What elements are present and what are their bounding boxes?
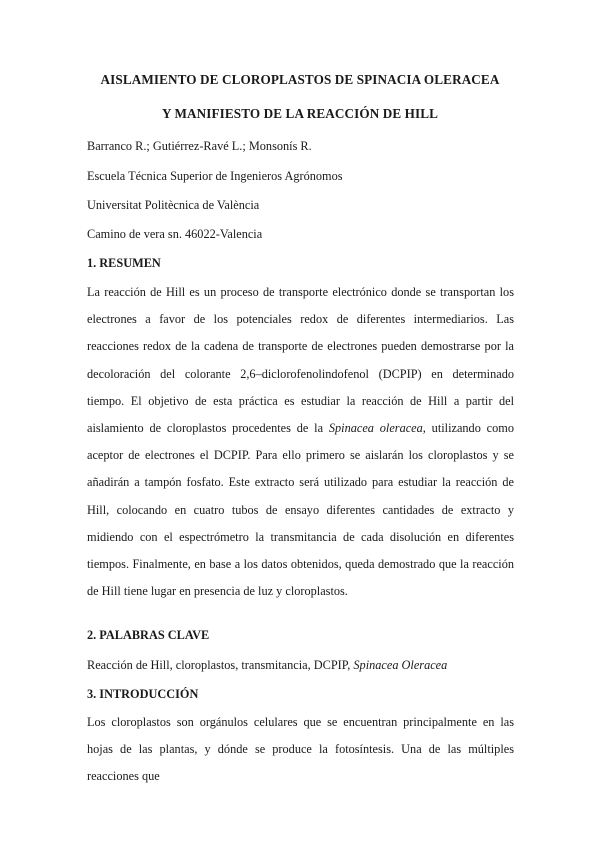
affiliation-school: Escuela Técnica Superior de Ingenieros Agrónomos xyxy=(87,169,343,183)
affiliation-university: Universitat Politècnica de València xyxy=(87,198,260,212)
introduccion-text: Los cloroplastos son orgánulos celulares que se encuentran principalmente en las hojas de las plantas, y dónde se produce la fotosíntesis. Una de las múltiples reacciones que xyxy=(87,715,514,784)
introduccion-paragraph xyxy=(87,709,514,791)
resumen-species-italic: Spinacea oleracea, xyxy=(328,421,426,436)
keywords-species-italic: Spinacea Oleracea xyxy=(353,658,448,672)
paper-title-line-1: AISLAMIENTO DE CLOROPLASTOS DE SPINACIA OLERACEA xyxy=(100,72,500,87)
resumen-text-start: La reacción de Hill es un proceso de transporte electrónico donde se transportan los electrones a favor de los potenciales redox de diferentes intermediarios. Las reacciones redox de la cadena de transporte de electrones pueden demostrarse por la decoloración del colorante 2,6–diclorofenolindofenol (DCPIP) en determinado tiempo. El objetivo de esta práctica es estudiar la reacción de Hill a partir del aislamiento de cloroplastos procedentes de la xyxy=(87,285,514,436)
keywords-line xyxy=(87,658,447,673)
paper-title-line-2: Y MANIFIESTO DE LA REACCIÓN DE HILL xyxy=(161,106,439,121)
keywords-text: Reacción de Hill, cloroplastos, transmitancia, DCPIP, xyxy=(87,658,354,672)
authors: Barranco R.; Gutiérrez-Ravé L.; Monsonís R. xyxy=(87,139,312,153)
address: Camino de vera sn. 46022-Valencia xyxy=(87,227,263,241)
resumen-text-end: utilizando como aceptor de electrones el DCPIP. Para ello primero se aislarán los cloroplastos y se añadirán a tampón fosfato. Este extracto será utilizado para estudiar la reacción de Hill, colocando en cuatro tubos de ensayo diferentes cantidades de extracto y midiendo con el espectrómetro la transmitancia de cada disolución en diferentes tiempos. Finalmente, en base a los datos obtenidos, queda demostrado que la reacción de Hill tiene lugar en presencia de luz y cloroplastos. xyxy=(87,421,514,599)
section-heading-resumen: 1. RESUMEN xyxy=(87,256,161,270)
resumen-paragraph xyxy=(87,279,514,605)
section-heading-palabras-clave: 2. PALABRAS CLAVE xyxy=(87,628,210,642)
section-heading-introduccion: 3. INTRODUCCIÓN xyxy=(87,687,199,701)
